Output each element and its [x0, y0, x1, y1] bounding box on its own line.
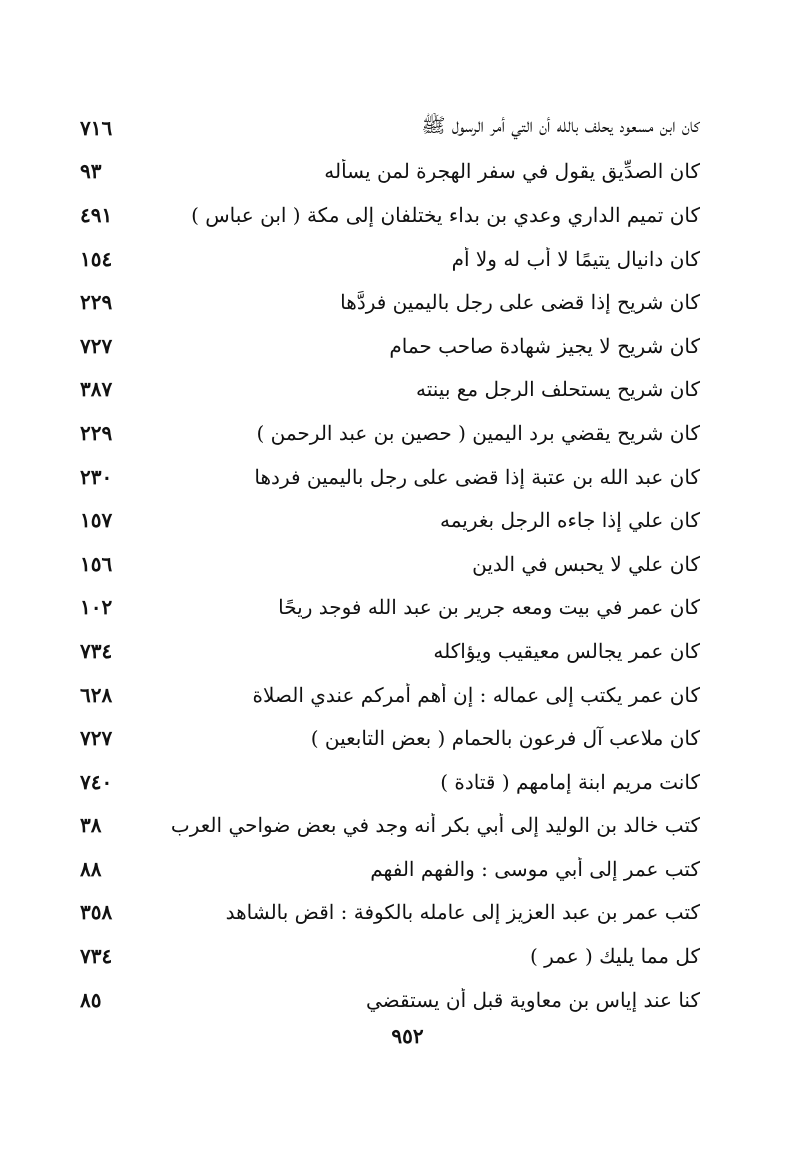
entry-page-number: ٣٥٨	[80, 900, 113, 925]
entry-page-number: ٩٣	[80, 159, 102, 184]
entry-text: كان ملاعب آل فرعون بالحمام ( بعض التابعين )	[310, 726, 700, 751]
entry-page-number: ٦٢٨	[80, 682, 113, 707]
entry-text: كان ابن مسعود يحلف بالله أن التي أمر الرسول ﷺ	[421, 113, 700, 138]
index-entry	[80, 280, 700, 324]
entry-page-number: ١٥٦	[80, 551, 113, 576]
index-list	[80, 106, 700, 1021]
index-entry	[80, 847, 700, 891]
entry-page-number: ٧٢٧	[80, 726, 113, 751]
index-entry	[80, 891, 700, 935]
index-entry	[80, 498, 700, 542]
entry-page-number: ٧٢٧	[80, 333, 113, 358]
entry-text: كان تميم الداري وعدي بن بداء يختلفان إلى مكة ( ابن عباس )	[191, 202, 700, 227]
entry-text: كان شريح إذا قضى على رجل باليمين فردَّها	[340, 290, 700, 315]
entry-page-number: ٧٤٠	[80, 769, 113, 794]
entry-text: كتب عمر بن عبد العزيز إلى عامله بالكوفة : اقض بالشاهد	[225, 900, 700, 925]
index-entry	[80, 542, 700, 586]
index-entry	[80, 324, 700, 368]
index-entry	[80, 586, 700, 630]
entry-text: كان عمر يكتب إلى عماله : إن أهم أمركم عندي الصلاة	[252, 682, 700, 707]
entry-page-number: ٣٨	[80, 813, 102, 838]
entry-text: كان علي إذا جاءه الرجل بغريمه	[440, 508, 700, 533]
entry-text: كان شريح يستحلف الرجل مع بينته	[416, 377, 700, 402]
index-entry	[80, 411, 700, 455]
index-entry	[80, 716, 700, 760]
entry-text: كان علي لا يحبس في الدين	[472, 551, 700, 576]
index-entry	[80, 934, 700, 978]
entry-page-number: ٤٩١	[80, 202, 113, 227]
entry-text: كتب خالد بن الوليد إلى أبي بكر أنه وجد في بعض ضواحي العرب	[170, 813, 700, 838]
entry-text: كتب عمر إلى أبي موسى : والفهم الفهم	[370, 856, 700, 881]
entry-text: كنا عند إياس بن معاوية قبل أن يستقضي	[365, 987, 700, 1012]
entry-page-number: ١٥٤	[80, 246, 113, 271]
entry-page-number: ٣٨٧	[80, 377, 113, 402]
entry-text: كان عمر في بيت ومعه جرير بن عبد الله فوجد ريحًا	[278, 595, 700, 620]
entry-page-number: ٧٣٤	[80, 944, 113, 969]
index-entry	[80, 673, 700, 717]
index-entry	[80, 455, 700, 499]
entry-text: كان شريح يقضي برد اليمين ( حصين بن عبد الرحمن )	[256, 420, 700, 445]
index-entry	[80, 193, 700, 237]
entry-page-number: ٨٥	[80, 987, 102, 1012]
index-entry	[80, 804, 700, 848]
index-entry	[80, 368, 700, 412]
index-entry	[80, 629, 700, 673]
index-entry	[80, 106, 700, 150]
entry-page-number: ٧٣٤	[80, 638, 113, 663]
entry-text: كان دانيال يتيمًا لا أب له ولا أم	[451, 246, 700, 271]
index-entry	[80, 237, 700, 281]
entry-text: كل مما يليك ( عمر )	[529, 944, 700, 969]
entry-text: كان عمر يجالس معيقيب ويؤاكله	[433, 638, 700, 663]
entry-text: كان شريح لا يجيز شهادة صاحب حمام	[389, 333, 700, 358]
entry-text: كان عبد الله بن عتبة إذا قضى على رجل باليمين فردها	[254, 464, 700, 489]
entry-page-number: ٧١٦	[80, 115, 113, 140]
entry-page-number: ٨٨	[80, 856, 102, 881]
index-entry	[80, 150, 700, 194]
index-entry	[80, 760, 700, 804]
entry-page-number: ٢٢٩	[80, 290, 113, 315]
entry-text: كانت مريم ابنة إمامهم ( قتادة )	[440, 769, 700, 794]
index-entry	[80, 978, 700, 1022]
entry-page-number: ١٠٢	[80, 595, 113, 620]
entry-page-number: ١٥٧	[80, 508, 113, 533]
entry-page-number: ٢٣٠	[80, 464, 113, 489]
entry-page-number: ٢٢٩	[80, 420, 113, 445]
page-number: ٩٥٢	[391, 1024, 424, 1048]
entry-text: كان الصدِّيق يقول في سفر الهجرة لمن يسأله	[324, 159, 700, 184]
